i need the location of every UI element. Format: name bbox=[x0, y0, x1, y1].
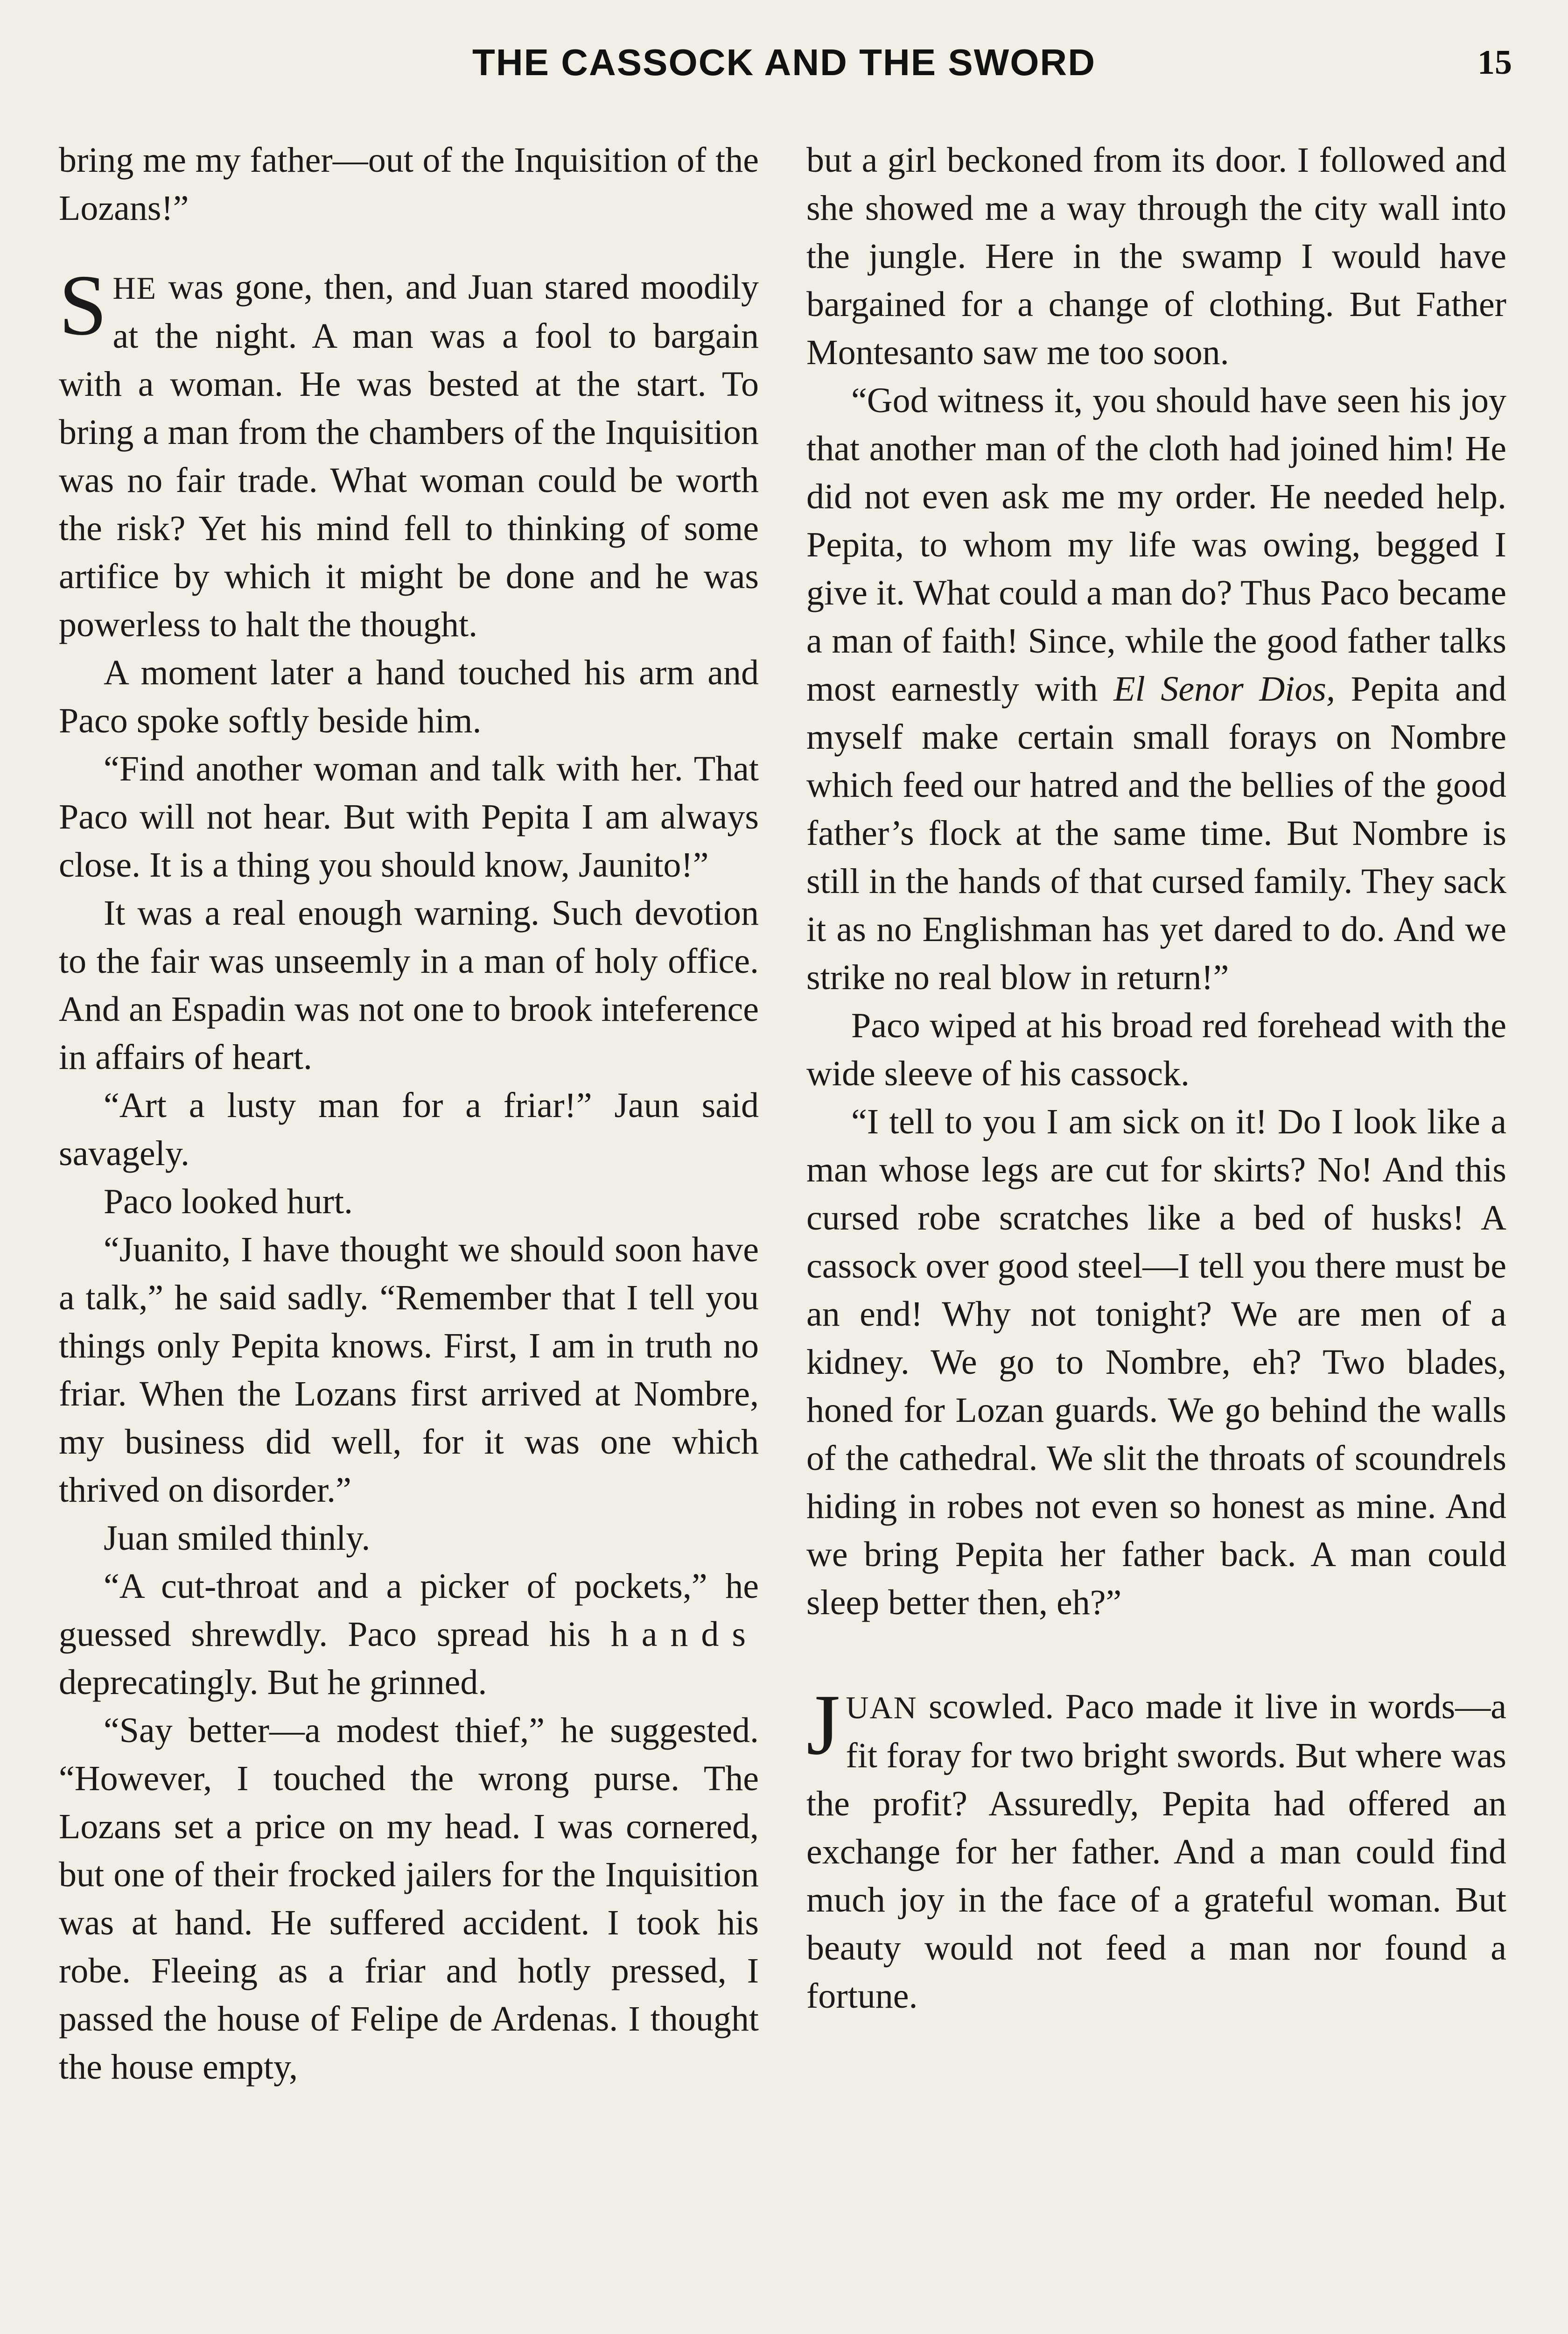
paragraph-text: “A cut-throat and a picker of pockets,” he guessed shrewdly. Paco spread his bbox=[59, 1567, 759, 1654]
paragraph: It was a real enough warning. Such devotion to the fair was unseemly in a man of holy office. And an Espadin was not one to brook inteference in affairs of heart. bbox=[59, 893, 759, 1077]
small-caps-lead: HE bbox=[112, 270, 157, 306]
paragraph: bring me my father—out of the Inquisition of the Lozans!” bbox=[59, 141, 759, 228]
paragraph: but a girl beckoned from its door. I followed and she showed me a way through the city wall into the jungle. Here in the swamp I would have bargained for a change of clothing. But Father Montesanto saw me too soon. bbox=[806, 141, 1506, 372]
paragraph: “I tell to you I am sick on it! Do I look like a man whose legs are cut for skirts? No! And this cursed robe scratches like a bed of husks! A cassock over good steel—I tell you there must be an end! Why not tonight? We are men of a kidney. We go to Nombre, eh? Two blades, honed for Lozan guards. We go behind the walls of the cathedral. We slit the throats of scoundrels hiding in robes not even so honest as mine. And we bring Pepita her father back. A man could sleep better then, eh?” bbox=[806, 1102, 1506, 1622]
paragraph bbox=[806, 377, 1506, 1002]
paragraph-text: “God witness it, you should have seen his joy that another man of the cloth had joined him! He did not even ask me my order. He needed help. Pepita, to whom my life was owing, begged I give it. What could a man do? Thus Paco became a man of faith! Since, while the good father talks most earnestly with bbox=[806, 381, 1506, 709]
paragraph: “Find another woman and talk with her. That Paco will not hear. But with Pepita I am always close. It is a thing you should know, Jaunito!” bbox=[59, 749, 759, 885]
section-paragraph bbox=[59, 257, 759, 649]
right-column bbox=[806, 136, 1506, 2020]
section-paragraph bbox=[806, 1677, 1506, 2020]
paragraph bbox=[59, 1562, 759, 1707]
running-head: THE CASSOCK AND THE SWORD bbox=[472, 42, 1096, 83]
page-number: 15 bbox=[1477, 43, 1512, 82]
drop-cap: J bbox=[806, 1677, 840, 1773]
letterspaced-word: hands bbox=[610, 1615, 759, 1654]
paragraph: Juan smiled thinly. bbox=[104, 1519, 371, 1558]
paragraph-text: scowled. Paco made it live in words—a fit foray for two bright swords. But where was the profit? Assuredly, Pepita had offered an exchange for her father. And a man could find much joy in the face of a grateful woman. But beauty would not feed a man nor found a fortune. bbox=[806, 1687, 1506, 2016]
left-column bbox=[59, 136, 759, 2091]
paragraph-text: Pepita and myself make certain small forays on Nombre which feed our hatred and the bellies of the good father’s flock at the same time. But Nombre is still in the hands of that cursed family. They sack it as no Englishman has yet dared to do. And we strike no real blow in return!” bbox=[806, 669, 1506, 997]
paragraph-text: deprecatingly. But he grinned. bbox=[59, 1663, 487, 1702]
paragraph: “Say better—a modest thief,” he suggested. “However, I touched the wrong purse. The Lozans set a price on my head. I was cornered, but one of their frocked jailers for the Inquisition was at hand. He suffered accident. I took his robe. Fleeing as a friar and hotly pressed, I passed the house of Felipe de Ardenas. I thought the house empty, bbox=[59, 1711, 759, 2087]
drop-cap: S bbox=[59, 257, 107, 353]
paragraph: A moment later a hand touched his arm and Paco spoke softly beside him. bbox=[59, 653, 759, 740]
paragraph: “Juanito, I have thought we should soon have a talk,” he said sadly. “Remember that I tell you things only Pepita knows. First, I am in truth no friar. When the Lozans first arrived at Nombre, my business did well, for it was one which thrived on disorder.” bbox=[59, 1230, 759, 1510]
paragraph: Paco wiped at his broad red forehead with the wide sleeve of his cassock. bbox=[806, 1006, 1506, 1093]
italic-phrase: El Senor Dios, bbox=[1113, 669, 1335, 709]
paragraph: Paco looked hurt. bbox=[104, 1182, 353, 1221]
paragraph: “Art a lusty man for a friar!” Jaun said savagely. bbox=[59, 1086, 759, 1173]
paragraph-text: was gone, then, and Juan stared moodily at the night. A man was a fool to bargain with a woman. He was bested at the start. To bring a man from the chambers of the Inquisition was no fair trade. What woman could be worth the risk? Yet his mind fell to thinking of some artifice by which it might be done and he was powerless to halt the thought. bbox=[59, 267, 759, 644]
small-caps-lead: UAN bbox=[846, 1690, 917, 1725]
